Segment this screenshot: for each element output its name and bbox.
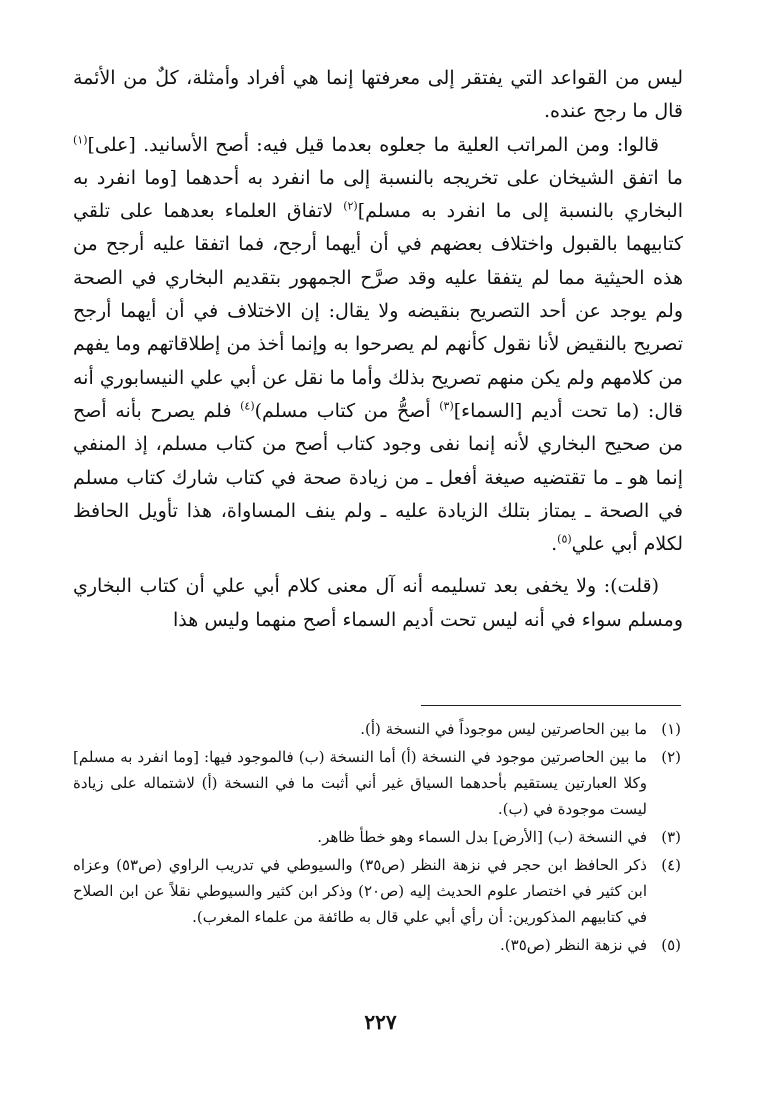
footnote-text: في النسخة (ب) [الأرض] بدل السماء وهو خطأ ظاهر. xyxy=(317,828,647,846)
footnotes xyxy=(73,716,681,960)
footnote-number: (٣) xyxy=(661,828,681,846)
footnote-number: (١) xyxy=(661,720,681,738)
footnote-text: ما بين الحاصرتين موجود في النسخة (أ) أما النسخة (ب) فالموجود فيها: [وما انفرد به مسلم] وكلا العبارتين يستقيم بأحدهما السياق غير أني أثبت ما في النسخة (أ) لاشتماله على زيادة ليست موجودة في (ب). xyxy=(73,748,647,818)
footnote-2 xyxy=(73,744,681,822)
footnote-text: ما بين الحاصرتين ليس موجوداً في النسخة (أ). xyxy=(360,720,647,738)
footnote-number: (٢) xyxy=(661,748,681,766)
footnote-text: في نزهة النظر (ص٣٥). xyxy=(500,936,647,954)
footnote-5 xyxy=(73,932,681,958)
paragraph-2-part-2: ما اتفق الشيخان على تخريجه بالنسبة إلى ما انفرد به أحدهما [وما انفرد به البخاري بالنسبة إلى ما انفرد به مسلم] xyxy=(73,166,683,223)
footnote-ref-4[interactable]: (٤) xyxy=(240,399,255,413)
footnote-separator xyxy=(421,705,681,706)
footnote-ref-3[interactable]: (٣) xyxy=(439,399,454,413)
paragraph-1: ليس من القواعد التي يفتقر إلى معرفتها إنما هي أفراد وأمثلة، كلٌ من الأئمة قال ما رجح عنده. xyxy=(73,67,683,123)
footnote-number: (٥) xyxy=(661,936,681,954)
footnote-ref-1[interactable]: (١) xyxy=(73,133,88,147)
paragraph-2-part-5: فلم يصرح بأنه أصح من صحيح البخاري لأنه إنما نفى وجود كتاب أصح من كتاب مسلم، إذ المنفي إنما هو ـ ما تقتضيه صيغة أفعل ـ من زيادة صحة في كتاب شارك كتاب مسلم في الصحة ـ يمتاز بتلك الزيادة عليه ـ ولم ينف المساواة، هذا تأويل الحافظ لكلام أبي علي xyxy=(73,399,683,556)
paragraph-3: (قلت): ولا يخفى بعد تسليمه أنه آل معنى كلام أبي علي أن كتاب البخاري ومسلم سواء في أنه ليس تحت أديم السماء أصح منهما وليس هذا xyxy=(73,575,683,631)
paragraph-2 xyxy=(73,129,683,562)
paragraph-2-part-6: . xyxy=(551,533,558,556)
footnote-ref-2[interactable]: (٢) xyxy=(343,199,358,213)
footnote-number: (٤) xyxy=(661,856,681,874)
paragraph-2-part-3: لاتفاق العلماء بعدهما على تلقي كتابيهما بالقبول واختلاف بعضهم في أن أيهما أرجح، فما اتفقا عليه أرجح من هذه الحيثية مما لم يتفقا عليه وقد صرَّح الجمهور بتقديم البخاري في الصحة ولم يوجد عن أحد التصريح بنقيضه ولا يقال: إن الاختلاف في أن أيهما أرجح تصريح بالنقيض لأنا نقول كأنهم لم يصرحوا به وإنما أخذ من إطلاقاتهم وما يفهم من كلامهم ولم يكن منهم تصريح بذلك وأما ما نقل عن أبي علي النيسابوري أنه قال: (ما تحت أديم [السماء] xyxy=(73,200,684,422)
footnote-3 xyxy=(73,824,681,850)
paragraph-2-part-1: قالوا: ومن المراتب العلية ما جعلوه بعدما قيل فيه: أصح الأسانيد. [على] xyxy=(87,133,659,156)
paragraph-2-part-4: أصحُّ من كتاب مسلم) xyxy=(254,399,440,422)
footnote-1 xyxy=(73,716,681,742)
footnote-text: ذكر الحافظ ابن حجر في نزهة النظر (ص٣٥) والسيوطي في تدريب الراوي (ص٥٣) وعزاه ابن كثير في اختصار علوم الحديث إليه (ص٢٠) وذكر ابن كثير والسيوطي نقلاً عن ابن الصلاح في كتابيهم المذكورين: أن رأي أبي علي قال به طائفة من علماء المغرب). xyxy=(73,856,647,926)
page-number: ٢٢٧ xyxy=(364,1010,397,1034)
main-text xyxy=(73,62,683,637)
footnote-4 xyxy=(73,852,681,930)
footnote-ref-5[interactable]: (٥) xyxy=(557,532,572,546)
